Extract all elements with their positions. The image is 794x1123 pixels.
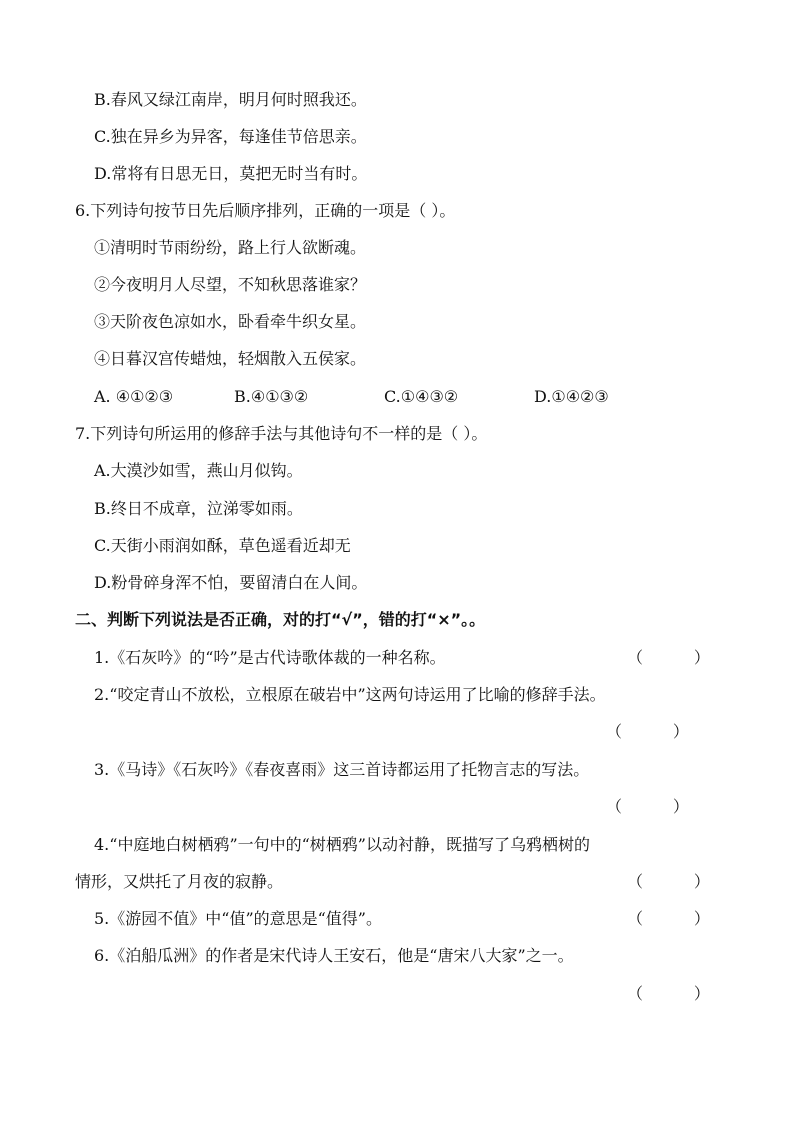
- judge-item-4-blank: （ ）: [627, 872, 710, 891]
- q5-option-d: D.常将有日思无日，莫把无时当有时。: [94, 164, 368, 183]
- q6-choice-a: A. ④①②③: [94, 387, 174, 406]
- q6-choice-c: C.①④③②: [384, 387, 459, 406]
- q6-item-1: ①清明时节雨纷纷，路上行人欲断魂。: [94, 238, 367, 257]
- judge-item-1-blank: （ ）: [627, 648, 710, 667]
- q7-option-c: C.天街小雨润如酥，草色遥看近却无: [94, 536, 351, 555]
- q6-item-4: ④日暮汉宫传蜡烛，轻烟散入五侯家。: [94, 349, 367, 368]
- judge-item-6-blank: （ ）: [627, 984, 710, 1003]
- judge-item-2: 2.“咬定青山不放松，立根原在破岩中”这两句诗运用了比喻的修辞手法。: [94, 685, 606, 704]
- judge-item-4-continued: 情形，又烘托了月夜的寂静。: [75, 872, 284, 891]
- q7-option-d: D.粉骨碎身浑不怕，要留清白在人间。: [94, 573, 368, 592]
- judge-item-6: 6.《泊船瓜洲》的作者是宋代诗人王安石，他是“唐宋八大家”之一。: [94, 946, 574, 965]
- judge-item-1: 1.《石灰吟》的“吟”是古代诗歌体裁的一种名称。: [94, 648, 446, 667]
- judge-item-3-blank: （ ）: [606, 797, 689, 816]
- judge-item-5-blank: （ ）: [627, 909, 710, 928]
- q7-option-a: A.大漠沙如雪，燕山月似钩。: [94, 461, 303, 480]
- judge-item-4: 4.“中庭地白树栖鸦”一句中的“树栖鸦”以动衬静，既描写了乌鸦栖树的: [94, 835, 590, 854]
- q6-stem: 6.下列诗句按节日先后顺序排列，正确的一项是（ ）。: [75, 201, 456, 220]
- q5-option-c: C.独在异乡为异客，每逢佳节倍思亲。: [94, 127, 367, 146]
- q7-option-b: B.终日不成章，泣涕零如雨。: [94, 499, 303, 518]
- q6-item-3: ③天阶夜色凉如水，卧看牵牛织女星。: [94, 312, 367, 331]
- judge-item-3: 3.《马诗》《石灰吟》《春夜喜雨》这三首诗都运用了托物言志的写法。: [94, 760, 590, 779]
- q7-stem: 7.下列诗句所运用的修辞手法与其他诗句不一样的是（ ）。: [75, 424, 488, 443]
- q5-option-b: B.春风又绿江南岸，明月何时照我还。: [94, 90, 367, 109]
- q6-choice-b: B.④①③②: [234, 387, 309, 406]
- judge-item-2-blank: （ ）: [606, 722, 689, 741]
- q6-choice-d: D.①④②③: [534, 387, 609, 406]
- judge-item-5: 5.《游园不值》中“值”的意思是“值得”。: [94, 909, 382, 928]
- q6-item-2: ②今夜明月人尽望，不知秋思落谁家？: [94, 275, 367, 294]
- section-2-heading: 二、判断下列说法是否正确，对的打“√”，错的打“×”。。: [75, 610, 486, 629]
